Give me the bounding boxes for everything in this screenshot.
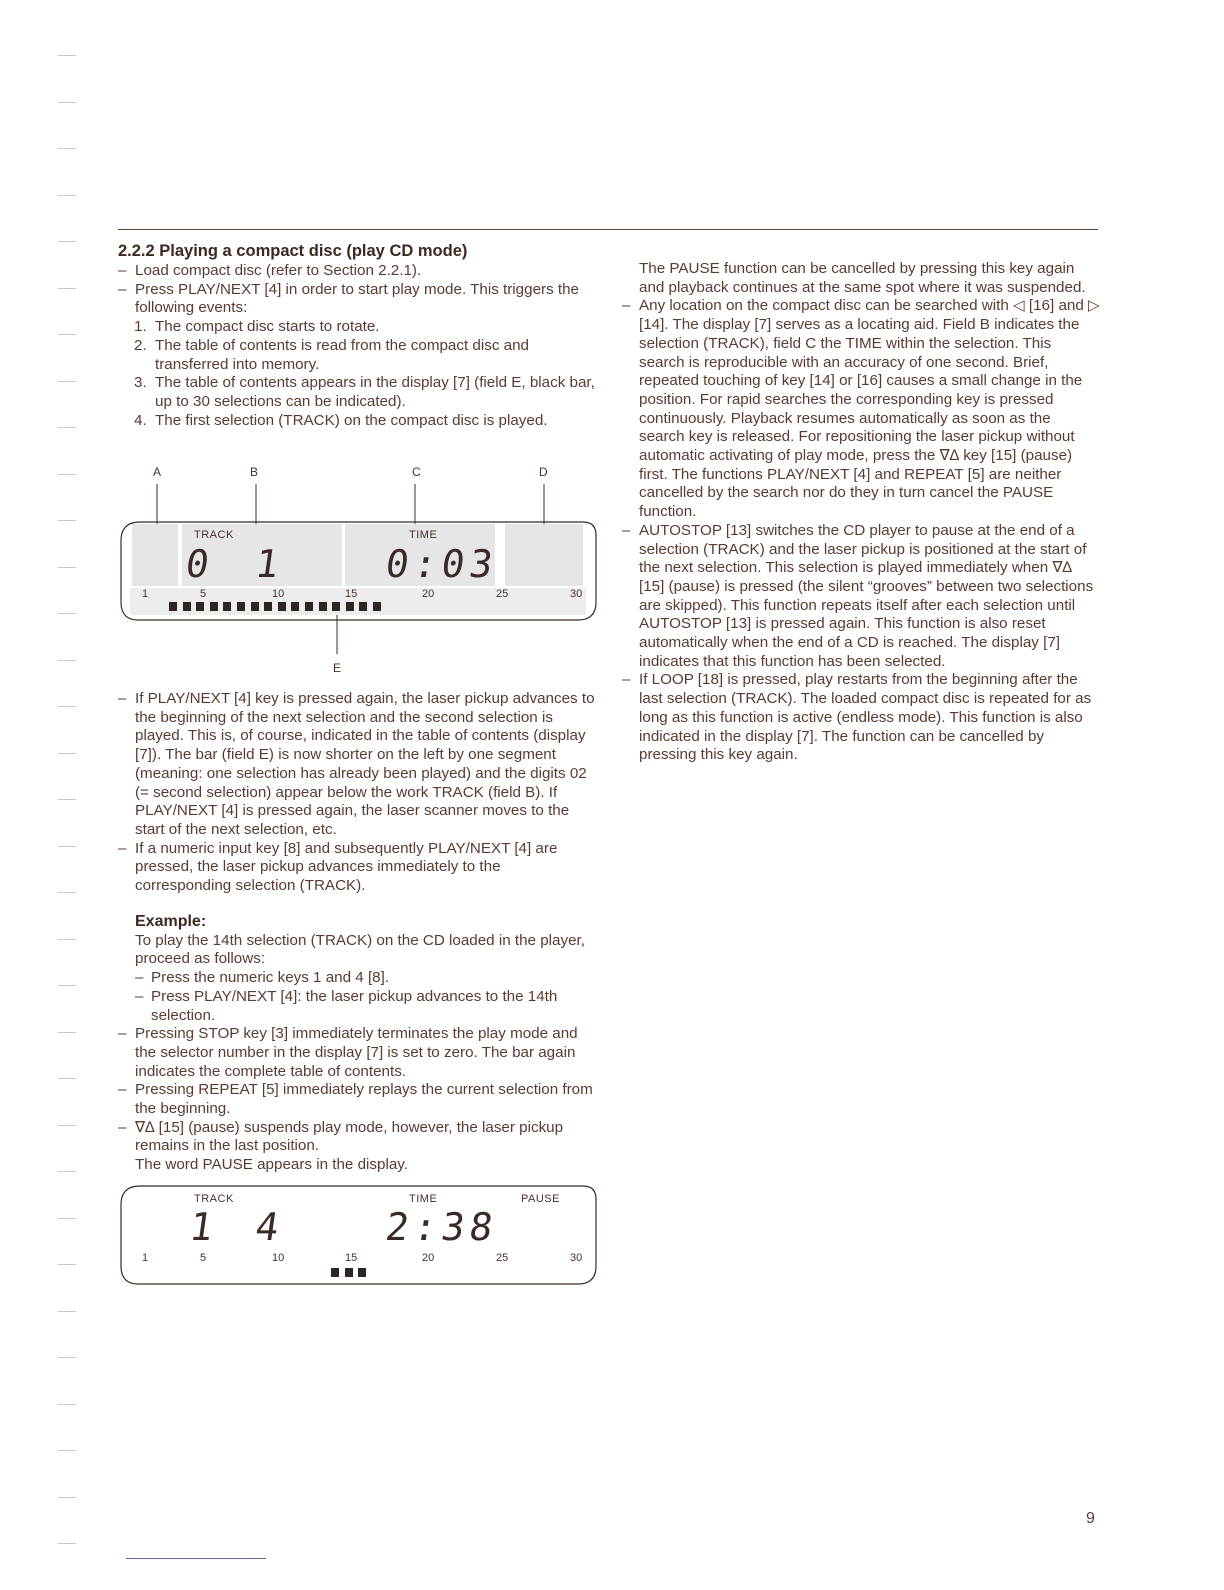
bullet-numeric-input: – If a numeric input key [8] and subsequently PLAY/NEXT [4] are pressed, the laser pickup advances immediately to the corresponding selection (TRACK). — [118, 840, 596, 896]
scale-tick-label: 30 — [570, 1252, 583, 1264]
scale-tick-label: 30 — [570, 588, 583, 600]
bar-segment — [332, 602, 340, 611]
step-4 — [118, 412, 596, 431]
bar-segment — [319, 602, 327, 611]
step-1 — [118, 318, 596, 337]
scale-tick-label: 20 — [422, 588, 435, 600]
bullet-stop: – Pressing STOP key [3] immediately terminates the play mode and the selector number in the display [7] is set to zero. The bar again indicates the complete table of contents. — [118, 1025, 596, 1081]
track-label: TRACK — [194, 1193, 234, 1205]
scale-tick-label: 5 — [200, 588, 207, 600]
left-column-middle — [118, 690, 596, 1175]
step-text: The table of contents is read from the compact disc and transferred into memory. — [155, 336, 529, 373]
bar-segment — [169, 602, 177, 611]
field-label-c: C — [412, 465, 421, 479]
bar-segment — [373, 602, 381, 611]
display-diagram-1 — [120, 462, 600, 682]
bullet-press-play: – Press PLAY/NEXT [4] in order to start play mode. This triggers the following events: — [118, 281, 596, 318]
scale-tick-label: 20 — [422, 1252, 435, 1264]
page-number: 9 — [1086, 1510, 1095, 1527]
pause-note: The word PAUSE appears in the display. — [135, 1156, 408, 1174]
track-digits: 0 1 — [182, 542, 294, 586]
step-2 — [118, 337, 596, 374]
bar-segment — [345, 1268, 353, 1277]
bar-segment — [359, 602, 367, 611]
bar-segment — [305, 602, 313, 611]
bullet-pause: – ∇∆ [15] (pause) suspends play mode, however, the laser pickup remains in the last position. — [118, 1119, 596, 1156]
step-number: 1. — [134, 318, 147, 336]
step-text: The compact disc starts to rotate. — [155, 318, 380, 336]
time-label: TIME — [409, 529, 438, 541]
scale-tick-label: 1 — [142, 588, 149, 600]
left-column-top — [118, 241, 596, 430]
step-text: The first selection (TRACK) on the compact disc is played. — [155, 411, 548, 429]
time-label: TIME — [409, 1193, 438, 1205]
pause-cancel-text: The PAUSE function can be cancelled by pressing this key again and playback continues at the same spot where it was suspended. — [639, 260, 1086, 296]
track-scale — [120, 1252, 600, 1266]
pause-label: PAUSE — [521, 1193, 560, 1205]
scale-tick-label: 25 — [496, 1252, 509, 1264]
bar-segment — [223, 602, 231, 611]
track-digits: 1 4 — [186, 1205, 292, 1249]
time-digits: 2:38 — [382, 1205, 501, 1249]
step-number: 3. — [134, 374, 147, 392]
bullet-load-disc: – Load compact disc (refer to Section 2.2.1). — [118, 262, 596, 281]
field-label-d: D — [539, 465, 548, 479]
section-heading: 2.2.2 Playing a compact disc (play CD mode) — [118, 242, 468, 260]
track-label: TRACK — [194, 529, 234, 541]
display-diagram-2 — [120, 1184, 600, 1286]
scale-tick-label: 5 — [200, 1252, 207, 1264]
bullet-repeat: – Pressing REPEAT [5] immediately replays the current selection from the beginning. — [118, 1081, 596, 1118]
scale-tick-label: 15 — [345, 588, 358, 600]
right-column — [622, 260, 1100, 765]
bar-segment — [278, 602, 286, 611]
bar-segment — [251, 602, 259, 611]
bar-segment — [331, 1268, 339, 1277]
example-step-1: – Press the numeric keys 1 and 4 [8]. — [118, 969, 596, 988]
example-step-2: – Press PLAY/NEXT [4]: the laser pickup advances to the 14th selection. — [118, 988, 596, 1025]
margin-marks — [58, 55, 76, 1590]
section-rule — [118, 229, 1098, 230]
bar-segment — [346, 602, 354, 611]
bullet-loop: – If LOOP [18] is pressed, play restarts from the beginning after the last selection (TRACK). The loaded compact disc is repeated for as long as this function is active (endless mode). This function is also indicated in the display [7]. The function can be cancelled by pressing this key again. — [622, 671, 1100, 765]
bullet-play-next-again: – If PLAY/NEXT [4] key is pressed again, the laser pickup advances to the beginning of the next selection and the second selection is played. This is, of course, indicated in the table of contents (display [7]). The bar (field E) is now shorter on the left by one segment (meaning: one selection has already been played) and the digits 02 (= second selection) appear below the work TRACK (field B). If PLAY/NEXT [4] is pressed again, the laser scanner moves to the start of the next selection, etc. — [118, 690, 596, 840]
field-label-a: A — [153, 465, 162, 479]
scale-tick-label: 15 — [345, 1252, 358, 1264]
step-number: 4. — [134, 411, 147, 429]
bar-segment — [210, 602, 218, 611]
bar-segment — [264, 602, 272, 611]
bullet-autostop: – AUTOSTOP [13] switches the CD player to pause at the end of a selection (TRACK) and the laser pickup is positioned at the start of the next selection. This selection is played immediately when ∇∆ [15] (pause) is pressed (the silent “grooves” between two selections are skipped). This function repeats itself after each selection until AUTOSTOP [13] is pressed again. This function is also reset automatically when the end of a CD is reached. The display [7] indicates that this function has been selected. — [622, 522, 1100, 672]
bar-segment — [358, 1268, 366, 1277]
footer-line — [126, 1558, 266, 1559]
scale-tick-label: 1 — [142, 1252, 149, 1264]
bullet-search: – Any location on the compact disc can be searched with ◁ [16] and ▷ [14]. The display [7] serves as a locating aid. Field B indicates the selection (TRACK), field C the TIME within the selection. This search is reproducible with an accuracy of one second. Brief, repeated touching of key [14] or [16] causes a small change in the position. For rapid searches the corresponding key is pressed continuously. Playback resumes automatically as soon as the search key is released. For repositioning the laser pickup without automatic activating of play mode, press the ∇∆ key [15] (pause) first. The functions PLAY/NEXT [4] and REPEAT [5] are neither cancelled by the search nor do they in turn cancel the PAUSE function. — [622, 297, 1100, 521]
step-number: 2. — [134, 336, 147, 354]
bar-segment — [196, 602, 204, 611]
example-text: To play the 14th selection (TRACK) on the CD loaded in the player, proceed as follows: — [135, 931, 585, 968]
bar-segment — [183, 602, 191, 611]
scale-tick-label: 10 — [272, 1252, 285, 1264]
time-digits: 0:03 — [382, 542, 501, 586]
step-text: The table of contents appears in the display [7] (field E, black bar, up to 30 selections can be indicated). — [155, 374, 595, 410]
track-scale — [120, 588, 600, 602]
field-label-e: E — [333, 661, 342, 675]
field-label-b: B — [250, 465, 259, 479]
scale-tick-label: 25 — [496, 588, 509, 600]
step-3 — [118, 374, 596, 411]
bar-segment — [291, 602, 299, 611]
bar-segment — [237, 602, 245, 611]
scale-tick-label: 10 — [272, 588, 285, 600]
example-heading: Example: — [135, 912, 207, 930]
